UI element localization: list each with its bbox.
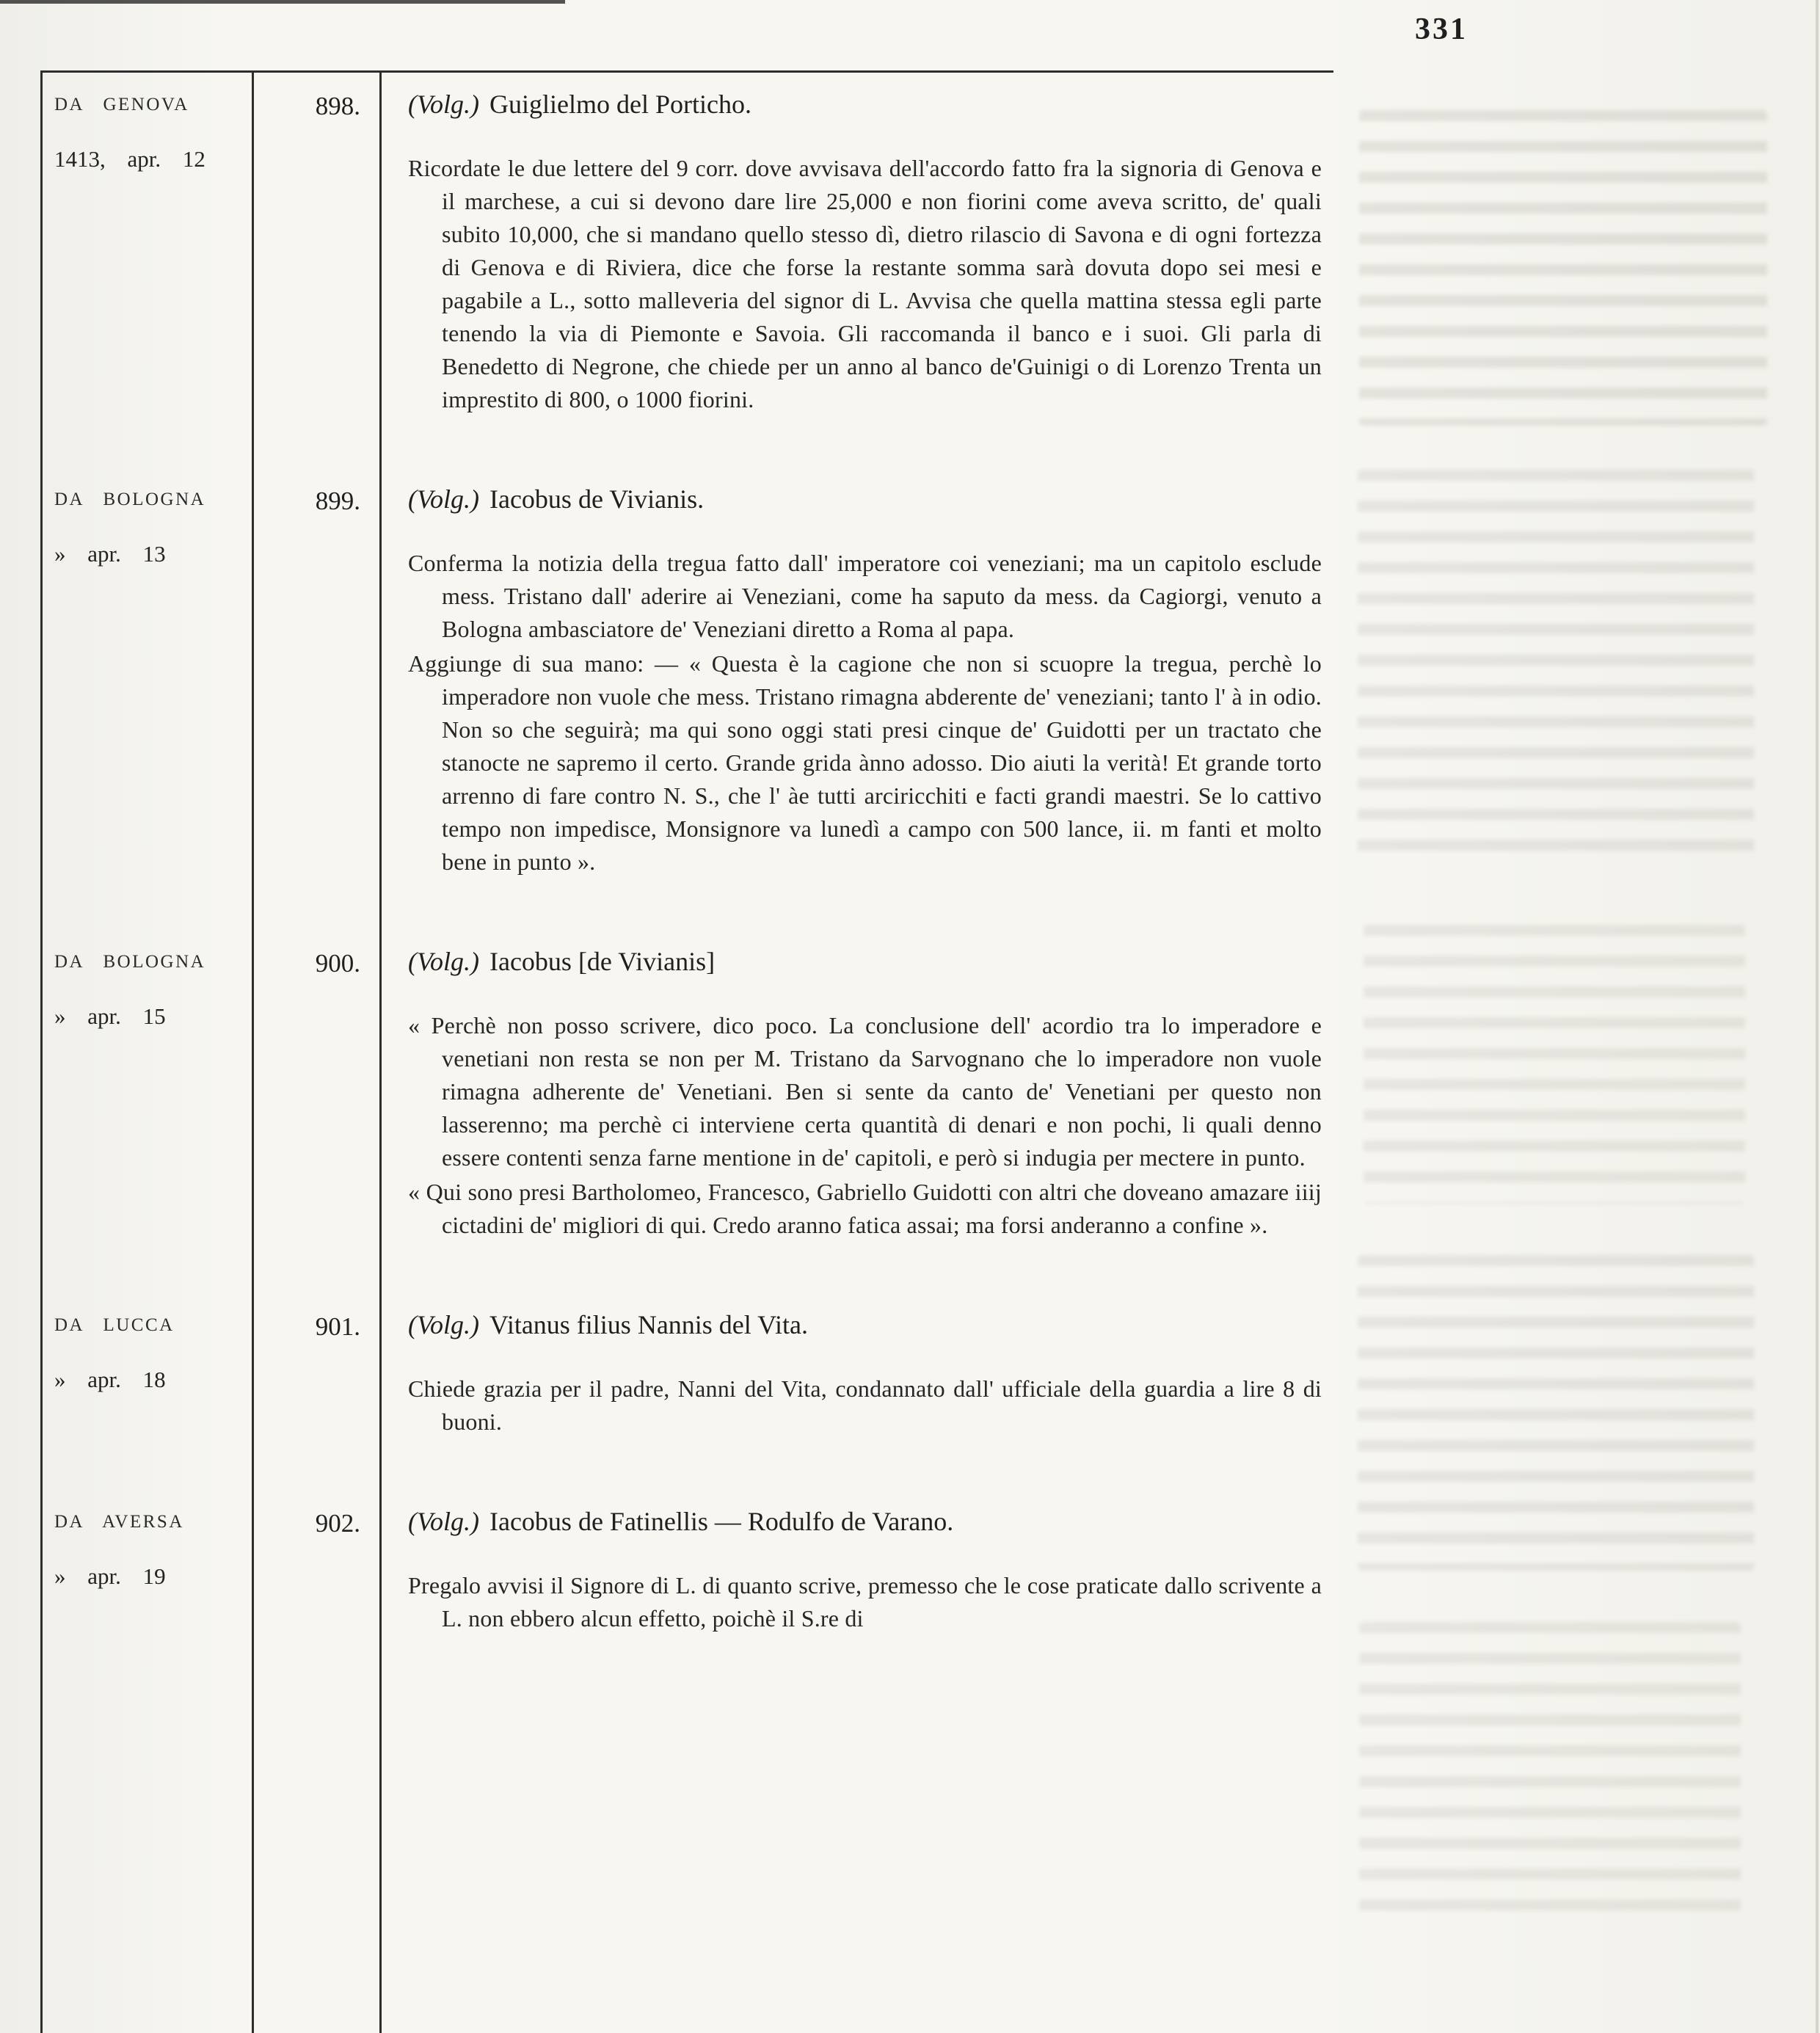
bleed-through-block: [1359, 1622, 1741, 1916]
entry-heading: [408, 1506, 1322, 1537]
entry-heading: [408, 946, 1322, 977]
entry: [43, 1490, 1333, 1687]
page-number: 331: [1415, 12, 1468, 46]
filler-number-cell: [254, 1687, 382, 2033]
volg-label: (Volg.): [408, 1310, 479, 1339]
entry-margin-cell: [43, 1293, 254, 1490]
entry-date: 1413, apr. 12: [54, 146, 205, 172]
entry-date: » apr. 15: [54, 1003, 166, 1029]
bleed-through-block: [1359, 110, 1767, 426]
entry-number: 899.: [254, 468, 382, 930]
entry-margin-cell: [43, 468, 254, 930]
entry-date: » apr. 19: [54, 1563, 166, 1589]
volg-label: (Volg.): [408, 90, 479, 119]
entry: [43, 73, 1333, 468]
filler-margin-cell: [43, 1687, 254, 2033]
entry-place: DA AVERSA: [54, 1512, 184, 1532]
entry-heading: [408, 484, 1322, 514]
entry-place: DA BOLOGNA: [54, 952, 206, 972]
entry-margin-cell: [43, 73, 254, 468]
entry-body: [382, 468, 1333, 930]
entry-body: [382, 930, 1333, 1293]
entry-place: DA LUCCA: [54, 1315, 175, 1335]
entry-paragraph: « Perchè non posso scrivere, dico poco. La conclusione dell' acordio tra lo imperadore e venetiani non resta se non per M. Tristano da Sarvognano che lo imperadore non vuole rimagna adherente de' Venetiani. Ben si sente da canto de' Venetiani per questo non lasserenno; ma perchè ci interviene certa quantità di denari e non pochi, li quali denno essere contenti senza farne mentione in de' capitoli, e però si indugia per mectere in punto.: [408, 1012, 1322, 1171]
entry-title: Guiglielmo del Porticho.: [489, 90, 751, 119]
entry-paragraph: Aggiunge di sua mano: — « Questa è la cagione che non si scuopre la tregua, perchè lo imperadore non vuole che mess. Tristano rimagna abderente de' veneziani; tanto l' à in odio. Non so che seguirà; ma qui sono oggi stati presi cinque de' Guidotti per un tractato che stanocte ne sapremo il certo. Grande grida ànno adosso. Dio aiuti la verità! Et grande torto arrenno di fare contro N. S., che l' àe tutti arciricchiti e facti grandi maestri. Se lo cattivo tempo non impedisce, Monsignore va lunedì a campo con 500 lance, ii. m fanti et molto bene in punto ».: [408, 650, 1322, 875]
bleed-through-block: [1358, 1255, 1754, 1571]
entry-margin-cell: [43, 930, 254, 1293]
scan-edge-top: [0, 0, 565, 4]
entry-title: Iacobus [de Vivianis]: [489, 947, 716, 976]
volg-label: (Volg.): [408, 1507, 479, 1536]
bleed-through-block: [1364, 925, 1745, 1204]
entry-number: 901.: [254, 1293, 382, 1490]
entry-number: 898.: [254, 73, 382, 468]
entry-title: Vitanus filius Nannis del Vita.: [489, 1310, 808, 1339]
entry-number: 900.: [254, 930, 382, 1293]
volg-label: (Volg.): [408, 484, 479, 514]
entry-title: Iacobus de Vivianis.: [489, 484, 705, 514]
entry: [43, 930, 1333, 1293]
entry-body: [382, 73, 1333, 468]
entry-date: » apr. 18: [54, 1367, 166, 1392]
scan-edge-right: [1816, 0, 1819, 2033]
entry-title: Iacobus de Fatinellis — Rodulfo de Varano.: [489, 1507, 954, 1536]
entry-place: DA GENOVA: [54, 95, 189, 114]
entry-paragraph: Ricordate le due lettere del 9 corr. dove avvisava dell'accordo fatto fra la signoria di Genova e il marchese, a cui si devono dare lire 25,000 e non fiorini come aveva scritto, de' quali subito 10,000, che si mandano quello stesso dì, dietro rilascio di Savona e di ogni fortezza di Genova e di Riviera, dice che forse la restante somma sarà dovuta dopo sei mesi e pagabile a L., sotto malleveria del signor di L. Avvisa che quella mattina stessa egli parte tenendo la via di Piemonte e Savoia. Gli raccomanda il banco e i suoi. Gli parla di Benedetto di Negrone, che chiede per un anno al banco de'Guinigi o di Lorenzo Trenta un imprestito di 800, o 1000 fiorini.: [408, 155, 1322, 412]
entry-heading: [408, 89, 1322, 120]
entry-body: [382, 1490, 1333, 1687]
entry-margin-cell: [43, 1490, 254, 1687]
entry-date: » apr. 13: [54, 541, 166, 567]
entry-number: 902.: [254, 1490, 382, 1687]
entry-heading: [408, 1309, 1322, 1340]
bleed-through-block: [1358, 470, 1754, 859]
entry-paragraph: « Qui sono presi Bartholomeo, Francesco, Gabriello Guidotti con altri che doveano amazare iiij cictadini de' migliori di qui. Credo aranno fatica assai; ma forsi anderanno a confine ».: [408, 1179, 1322, 1238]
content-frame: [40, 70, 1333, 2033]
entry-place: DA BOLOGNA: [54, 490, 206, 509]
volg-label: (Volg.): [408, 947, 479, 976]
entry: [43, 468, 1333, 930]
entry: [43, 1293, 1333, 1490]
entry-body: [382, 1293, 1333, 1490]
filler-text-cell: [382, 1687, 1333, 2033]
entry-paragraph: Conferma la notizia della tregua fatto dall' imperatore coi veneziani; ma un capitolo esclude mess. Tristano dall' aderire ai Veneziani, come ha saputo da mess. da Cagiorgi, venuto a Bologna ambasciatore de' Veneziani diretto a Roma al papa.: [408, 550, 1322, 642]
entry-paragraph: Pregalo avvisi il Signore di L. di quanto scrive, premesso che le cose praticate dallo scrivente a L. non ebbero alcun effetto, poichè il S.re di: [408, 1572, 1322, 1632]
entry-paragraph: Chiede grazia per il padre, Nanni del Vita, condannato dall' ufficiale della guardia a lire 8 di buoni.: [408, 1375, 1322, 1435]
frame-filler: [43, 1687, 1333, 2033]
